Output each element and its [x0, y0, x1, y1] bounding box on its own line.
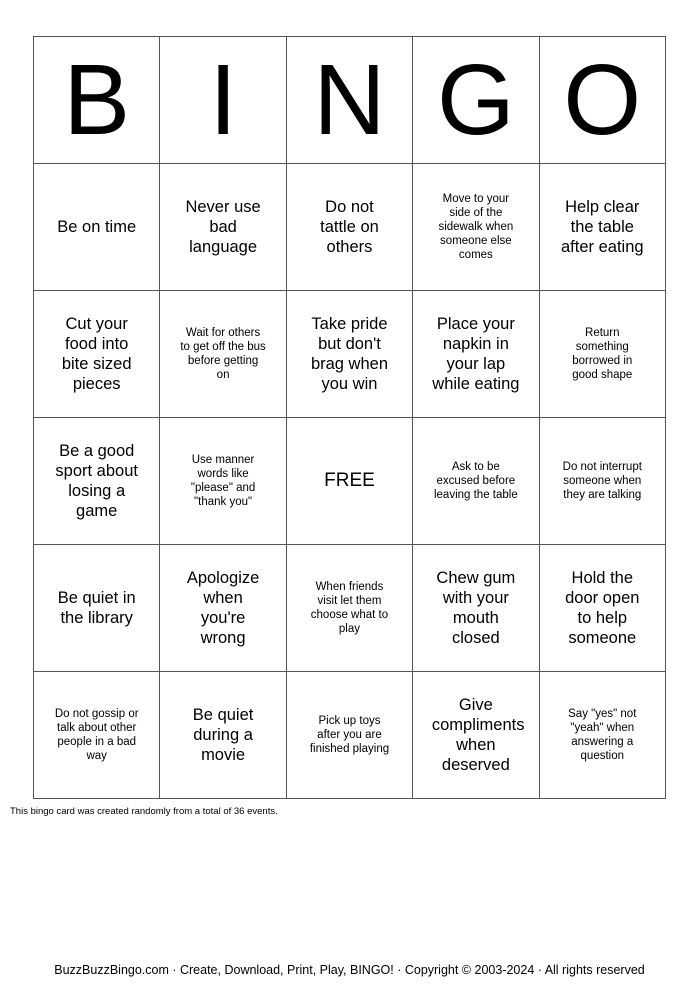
- free-space-cell: [286, 418, 412, 545]
- bingo-cell: [413, 164, 539, 291]
- bingo-cell-text: Wait for others to get off the bus before getting on: [180, 326, 266, 382]
- bingo-cell-text: FREE: [324, 470, 375, 492]
- bingo-cell: [413, 545, 539, 672]
- bingo-cell-text: Be a good sport about losing a game: [55, 441, 138, 521]
- bingo-cell: [539, 164, 665, 291]
- bingo-cell: [160, 545, 286, 672]
- bingo-cell: [34, 418, 160, 545]
- header-letter-n: N: [286, 37, 412, 164]
- bingo-cell: [34, 164, 160, 291]
- bingo-row: [34, 164, 666, 291]
- bingo-cell-text: Do not interrupt someone when they are talking: [562, 460, 642, 501]
- bingo-cell: [34, 545, 160, 672]
- bingo-cell-text: Be quiet in the library: [57, 588, 136, 627]
- header-letter-i: I: [160, 37, 286, 164]
- bingo-cell: [160, 164, 286, 291]
- bingo-cell-text: Apologize when you're wrong: [186, 568, 260, 648]
- bingo-grid: [34, 164, 666, 799]
- header-letter-b: B: [34, 37, 160, 164]
- bingo-cell-text: Ask to be excused before leaving the table: [433, 460, 518, 501]
- bingo-cell-text: Do not gossip or talk about other people in a bad way: [54, 707, 139, 763]
- bingo-cell-text: Move to your side of the sidewalk when someone else comes: [438, 192, 514, 262]
- bingo-cell-text: Hold the door open to help someone: [565, 568, 640, 648]
- bingo-cell-text: Use manner words like "please" and "thank you": [190, 453, 256, 509]
- bingo-cell-text: Do not tattle on others: [320, 197, 379, 257]
- bingo-cell: [539, 672, 665, 799]
- bingo-cell: [539, 291, 665, 418]
- bingo-header-row: [34, 37, 666, 164]
- bingo-cell: [34, 291, 160, 418]
- bingo-cell-text: Pick up toys after you are finished playing: [309, 714, 390, 755]
- bingo-cell: [160, 418, 286, 545]
- bingo-cell-text: Help clear the table after eating: [561, 197, 644, 257]
- bingo-cell: [539, 545, 665, 672]
- bingo-cell-text: Say "yes" not "yeah" when answering a question: [568, 707, 637, 763]
- header-letter-g: G: [413, 37, 539, 164]
- bingo-cell: [286, 291, 412, 418]
- bingo-row: [34, 291, 666, 418]
- bingo-cell: [413, 672, 539, 799]
- bingo-cell: [160, 672, 286, 799]
- bingo-cell-text: Cut your food into bite sized pieces: [61, 314, 132, 394]
- bingo-cell-text: When friends visit let them choose what to play: [310, 580, 389, 636]
- bingo-row: [34, 672, 666, 799]
- bingo-cell: [34, 672, 160, 799]
- bingo-cell: [413, 418, 539, 545]
- bingo-cell-text: Return something borrowed in good shape: [572, 326, 633, 382]
- bingo-card: [33, 36, 666, 799]
- bingo-cell-text: Give compliments when deserved: [431, 695, 525, 775]
- bingo-cell-text: Chew gum with your mouth closed: [436, 568, 516, 648]
- generation-note: This bingo card was created randomly from a total of 36 events.: [10, 806, 278, 817]
- site-footer: BuzzBuzzBingo.com · Create, Download, Print, Play, BINGO! · Copyright © 2003-2024 · All rights reserved: [54, 963, 645, 977]
- bingo-cell: [539, 418, 665, 545]
- bingo-cell: [286, 672, 412, 799]
- bingo-cell-text: Place your napkin in your lap while eating: [432, 314, 520, 394]
- header-letter-o: O: [539, 37, 665, 164]
- bingo-cell-text: Never use bad language: [185, 197, 261, 257]
- bingo-cell-text: Be on time: [57, 217, 137, 236]
- bingo-cell: [413, 291, 539, 418]
- bingo-cell: [286, 164, 412, 291]
- bingo-cell-text: Take pride but don't brag when you win: [310, 314, 388, 394]
- bingo-cell-text: Be quiet during a movie: [192, 705, 254, 765]
- bingo-row: [34, 545, 666, 672]
- bingo-row: [34, 418, 666, 545]
- bingo-cell: [286, 545, 412, 672]
- bingo-cell: [160, 291, 286, 418]
